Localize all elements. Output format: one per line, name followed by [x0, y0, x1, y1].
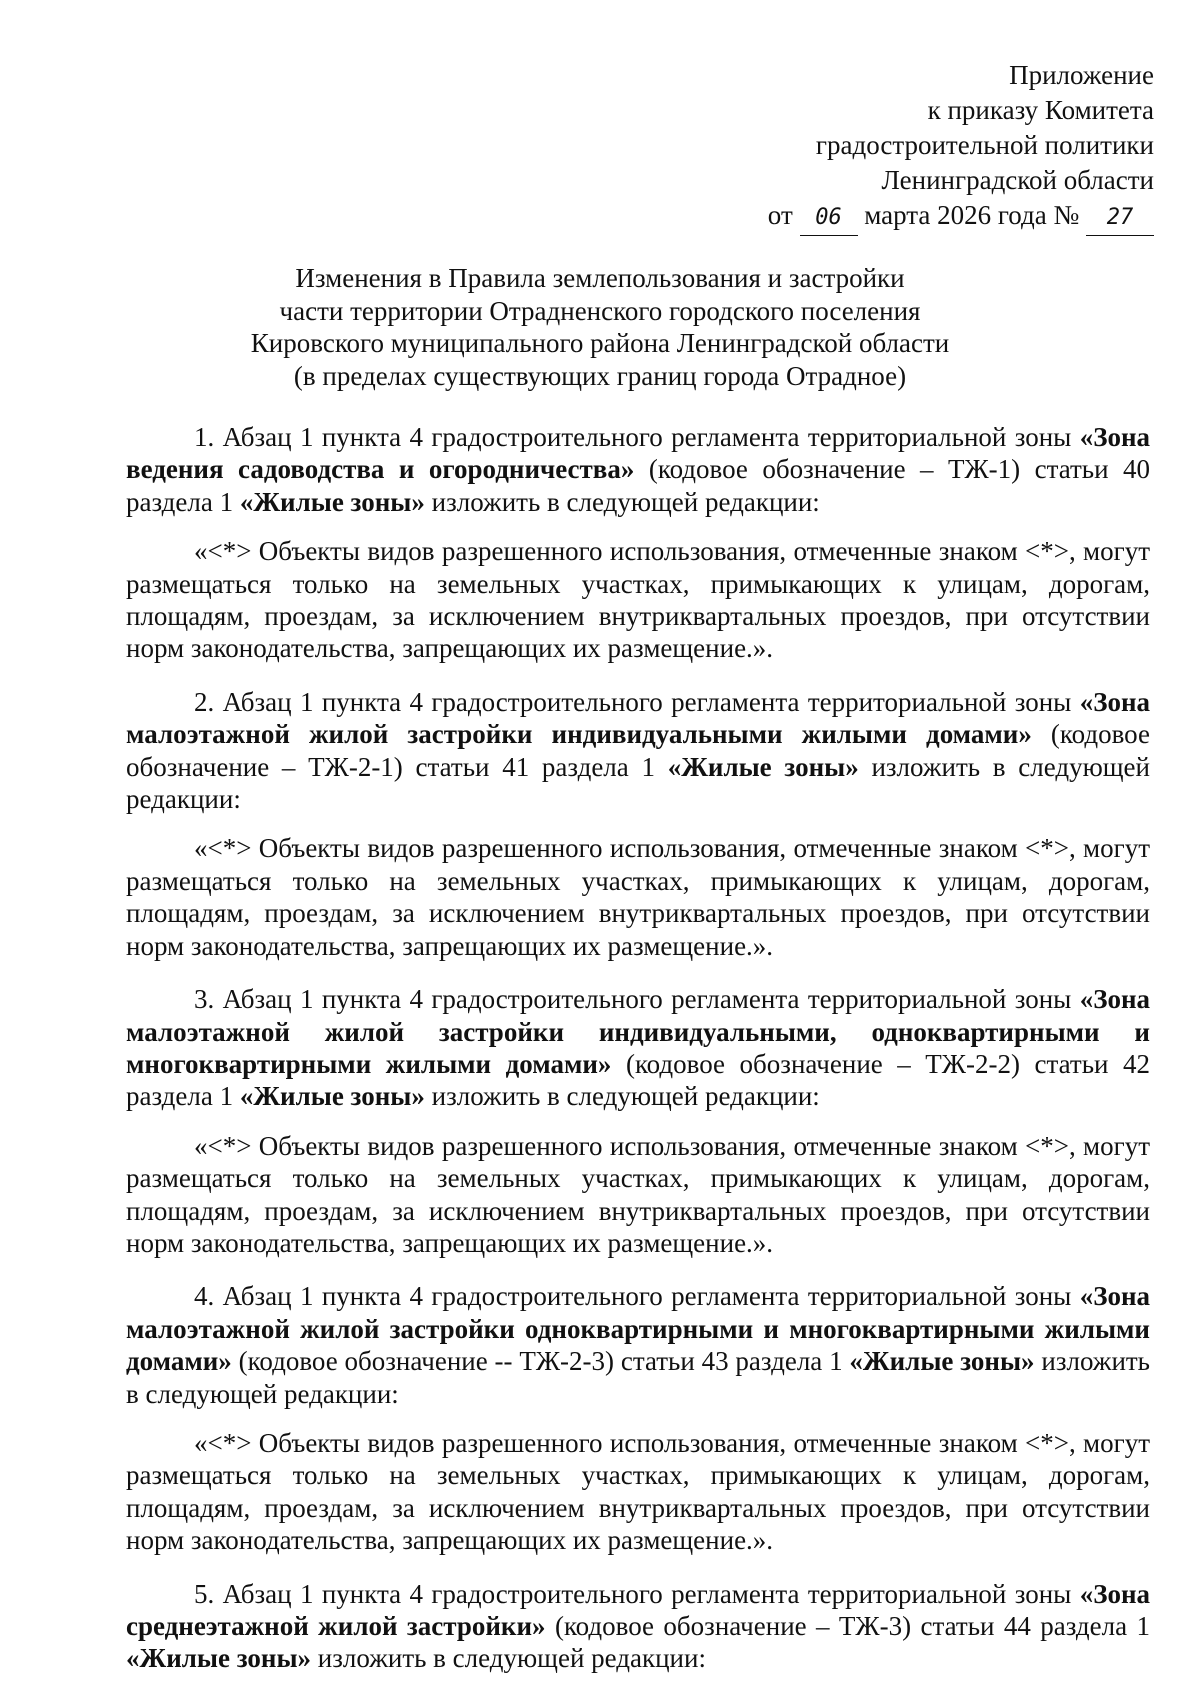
header-line-1: Приложение: [1009, 60, 1154, 90]
title-line-2: части территории Отрадненского городского поселения: [279, 295, 921, 326]
amendment-quote-2: «<*> Объекты видов разрешенного использования, отмеченные знаком <*>, могут размещаться только на земельных участках, примыкающих к улицам, дорогам, площадям, проездам, за исключением внутриквартальных проездов, при отсутствии норм законодательства, запрещающих их размещение.».: [126, 833, 1150, 961]
item-2-text: 2. Абзац 1 пункта 4 градостроительного регламента территориальной зоны: [194, 686, 1080, 717]
date-day-handwritten: 06: [800, 200, 858, 236]
amendment-item-3: [126, 983, 1150, 1113]
title-line-1: Изменения в Правила землепользования и застройки: [295, 263, 905, 293]
item-4-instruction: изложить в следующей редакции:: [126, 1346, 1151, 1409]
item-3-instruction: изложить в следующей редакции:: [424, 1081, 820, 1112]
document-title: [120, 262, 1080, 392]
item-1-section-name: «Жилые зоны»: [239, 486, 425, 517]
header-date-line: [768, 198, 1154, 236]
item-3-code: (кодовое обозначение – ТЖ-2-2) статьи 42 раздела 1: [126, 1048, 1150, 1112]
item-2-instruction: изложить в следующей редакции:: [126, 751, 1150, 815]
item-1-code: (кодовое обозначение – ТЖ-1) статьи 40 раздела 1: [126, 454, 1151, 517]
amendment-item-5: [126, 1578, 1150, 1675]
amendment-quote-1: «<*> Объекты видов разрешенного использования, отмеченные знаком <*>, могут размещаться только на земельных участках, примыкающих к улицам, дорогам, площадям, проездам, за исключением внутриквартальных проездов, при отсутствии норм законодательства, запрещающих их размещение.».: [126, 536, 1150, 664]
item-3-section-name: «Жилые зоны»: [239, 1081, 425, 1112]
item-2-zone-name: «Зона малоэтажной жилой застройки индивидуальными жилыми домами»: [126, 686, 1150, 750]
item-2-code: (кодовое обозначение – ТЖ-2-1) статьи 41 раздела 1: [126, 719, 1150, 782]
document-body: [126, 421, 1150, 1692]
amendment-item-2: [126, 686, 1150, 816]
date-text: марта 2026 года №: [864, 200, 1080, 230]
item-4-code: (кодовое обозначение -- ТЖ-2-3) статьи 43 раздела 1: [231, 1346, 850, 1377]
item-3-text: 3. Абзац 1 пункта 4 градостроительного регламента территориальной зоны: [194, 984, 1080, 1015]
header-line-4: Ленинградской области: [881, 165, 1154, 195]
header-line-3: градостроительной политики: [815, 130, 1154, 160]
item-4-section-name: «Жилые зоны»: [849, 1346, 1035, 1377]
item-1-zone-name: «Зона ведения садоводства и огородничества»: [126, 422, 1150, 485]
item-3-zone-name: «Зона малоэтажной жилой застройки индивидуальными, одноквартирными и многоквартирными жилыми домами»: [126, 984, 1150, 1079]
amendment-quote-3: «<*> Объекты видов разрешенного использования, отмеченные знаком <*>, могут размещаться только на земельных участках, примыкающих к улицам, дорогам, площадям, проездам, за исключением внутриквартальных проездов, при отсутствии норм законодательства, запрещающих их размещение.».: [126, 1130, 1150, 1258]
item-5-text: 5. Абзац 1 пункта 4 градостроительного регламента территориальной зоны: [194, 1578, 1080, 1609]
amendment-item-4: [126, 1280, 1150, 1410]
header-line-2: к приказу Комитета: [927, 95, 1154, 125]
item-5-code: (кодовое обозначение – ТЖ-3) статьи 44 раздела 1: [545, 1611, 1151, 1641]
item-1-instruction: изложить в следующей редакции:: [424, 486, 820, 517]
appendix-header: [768, 58, 1154, 236]
item-4-zone-name: «Зона малоэтажной жилой застройки одноквартирными и многоквартирными жилыми домами»: [126, 1281, 1150, 1377]
item-2-section-name: «Жилые зоны»: [667, 751, 859, 782]
order-number-handwritten: 27: [1086, 200, 1154, 236]
item-5-section-name: «Жилые зоны»: [126, 1643, 312, 1674]
title-line-3: Кировского муниципального района Ленинградской области: [250, 328, 950, 358]
amendment-item-1: [126, 421, 1150, 518]
item-4-text: 4. Абзац 1 пункта 4 градостроительного регламента территориальной зоны: [194, 1281, 1080, 1312]
item-1-text: 1. Абзац 1 пункта 4 градостроительного регламента территориальной зоны: [194, 422, 1080, 452]
date-prefix: от: [767, 200, 793, 230]
item-5-instruction: изложить в следующей редакции:: [311, 1643, 706, 1674]
amendment-quote-4: «<*> Объекты видов разрешенного использования, отмеченные знаком <*>, могут размещаться только на земельных участках, примыкающих к улицам, дорогам, площадям, проездам, за исключением внутриквартальных проездов, при отсутствии норм законодательства, запрещающих их размещение.».: [126, 1427, 1150, 1556]
item-5-zone-name: «Зона среднеэтажной жилой застройки»: [126, 1578, 1150, 1641]
title-line-4: (в пределах существующих границ города Отрадное): [293, 360, 907, 391]
